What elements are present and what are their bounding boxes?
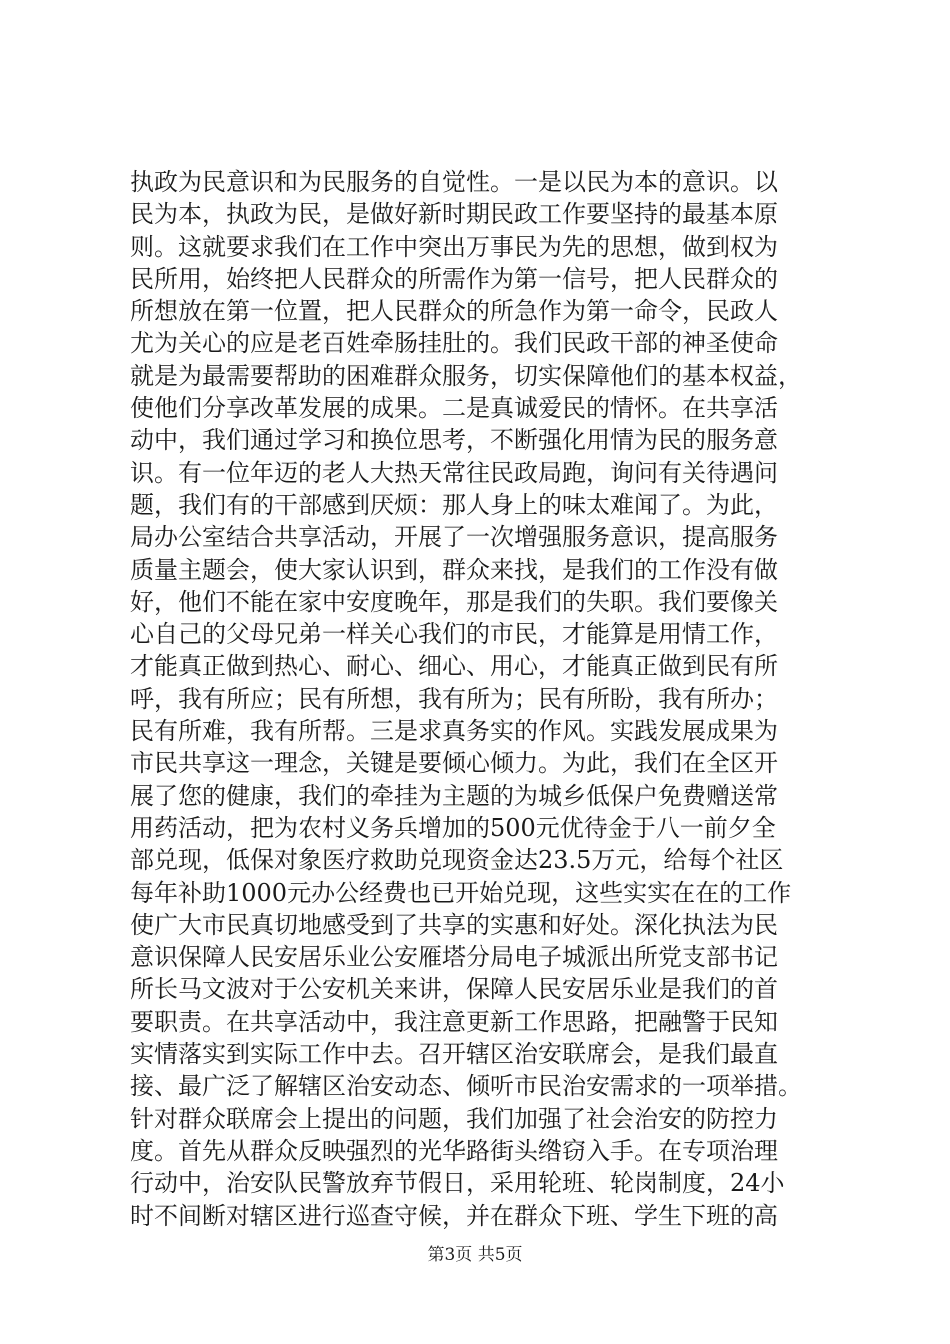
- text-line: 行动中，治安队民警放弃节假日，采用轮班、轮岗制度，24小: [130, 1169, 785, 1198]
- text-line: 接、最广泛了解辖区治安动态、倾听市民治安需求的一项举措。: [130, 1072, 802, 1101]
- text-line: 使他们分享改革发展的成果。二是真诚爱民的情怀。在共享活: [130, 394, 778, 423]
- text-line: 民为本，执政为民，是做好新时期民政工作要坚持的最基本原: [130, 200, 778, 229]
- text-line: 动中，我们通过学习和换位思考，不断强化用情为民的服务意: [130, 426, 778, 455]
- text-line: 就是为最需要帮助的困难群众服务，切实保障他们的基本权益，: [130, 361, 802, 390]
- text-line: 质量主题会，使大家认识到，群众来找，是我们的工作没有做: [130, 555, 778, 584]
- text-line: 民所用，始终把人民群众的所需作为第一信号，把人民群众的: [130, 264, 778, 293]
- text-line: 每年补助1000元办公经费也已开始兑现，这些实实在在的工作: [130, 878, 792, 907]
- text-line: 度。首先从群众反映强烈的光华路街头绺窃入手。在专项治理: [130, 1136, 778, 1165]
- text-line: 使广大市民真切地感受到了共享的实惠和好处。深化执法为民: [130, 910, 778, 939]
- text-line: 好，他们不能在家中安度晚年，那是我们的失职。我们要像关: [130, 587, 778, 616]
- text-line: 识。有一位年迈的老人大热天常往民政局跑，询问有关待遇问: [130, 458, 778, 487]
- text-line: 针对群众联席会上提出的问题，我们加强了社会治安的防控力: [130, 1104, 778, 1133]
- body-text: [130, 166, 850, 1232]
- page-number-footer: 第3页 共5页: [427, 1245, 523, 1265]
- text-line: 用药活动，把为农村义务兵增加的500元优待金于八一前夕全: [130, 813, 776, 842]
- text-line: 要职责。在共享活动中，我注意更新工作思路，把融警于民知: [130, 1007, 778, 1036]
- text-line: 呼，我有所应；民有所想，我有所为；民有所盼，我有所办；: [130, 684, 778, 713]
- text-line: 实情落实到实际工作中去。召开辖区治安联席会，是我们最直: [130, 1040, 778, 1069]
- text-line: 局办公室结合共享活动，开展了一次增强服务意识，提高服务: [130, 523, 778, 552]
- text-line: 题，我们有的干部感到厌烦：那人身上的味太难闻了。为此，: [130, 490, 778, 519]
- text-line: 所想放在第一位置，把人民群众的所急作为第一命令，民政人: [130, 297, 778, 326]
- text-line: 民有所难，我有所帮。三是求真务实的作风。实践发展成果为: [130, 717, 778, 746]
- text-line: 才能真正做到热心、耐心、细心、用心，才能真正做到民有所: [130, 652, 778, 681]
- text-line: 展了您的健康，我们的牵挂为主题的为城乡低保户免费赠送常: [130, 781, 778, 810]
- text-line: 意识保障人民安居乐业公安雁塔分局电子城派出所党支部书记: [130, 943, 778, 972]
- text-line: 部兑现，低保对象医疗救助兑现资金达23.5万元，给每个社区: [130, 846, 784, 875]
- text-line: 市民共享这一理念，关键是要倾心倾力。为此，我们在全区开: [130, 749, 778, 778]
- text-line: 所长马文波对于公安机关来讲，保障人民安居乐业是我们的首: [130, 975, 778, 1004]
- text-line: 尤为关心的应是老百姓牵肠挂肚的。我们民政干部的神圣使命: [130, 329, 778, 358]
- text-line: 时不间断对辖区进行巡查守候，并在群众下班、学生下班的高: [130, 1201, 778, 1230]
- text-line: 心自己的父母兄弟一样关心我们的市民，才能算是用情工作，: [130, 620, 778, 649]
- text-line: 则。这就要求我们在工作中突出万事民为先的思想，做到权为: [130, 232, 778, 261]
- text-line: 执政为民意识和为民服务的自觉性。一是以民为本的意识。以: [130, 168, 778, 196]
